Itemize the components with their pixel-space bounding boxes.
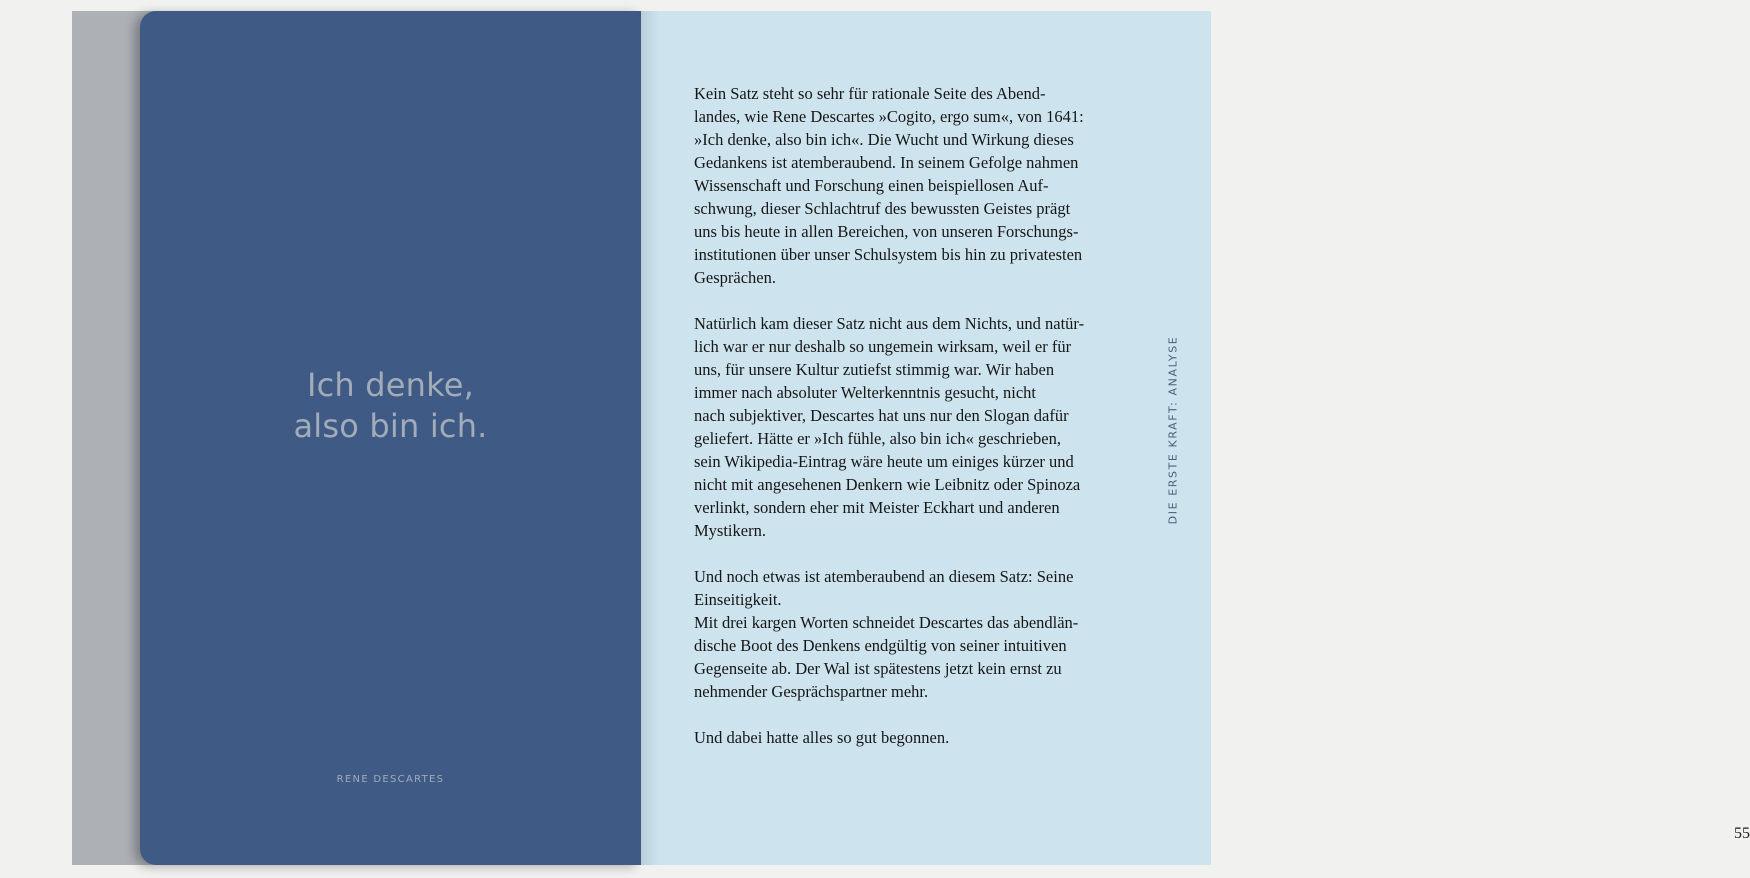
- text-line: immer nach absoluter Welterkenntnis gesucht, nicht: [694, 383, 1037, 402]
- text-line: Gegenseite ab. Der Wal ist spätestens jetzt kein ernst zu: [694, 659, 1062, 678]
- quote-line: also bin ich.: [293, 407, 488, 445]
- running-head-label: DIE ERSTE KRAFT: ANALYSE: [1166, 335, 1180, 525]
- text-line: geliefert. Hätte er »Ich fühle, also bin ich« geschrieben,: [694, 429, 1061, 448]
- text-line: Wissenschaft und Forschung einen beispiellosen Auf-: [694, 176, 1049, 195]
- text-line: Mit drei kargen Worten schneidet Descartes das abendlän-: [694, 613, 1079, 632]
- text-line: Und dabei hatte alles so gut begonnen.: [694, 728, 950, 747]
- text-line: institutionen über unser Schulsystem bis hin zu privatesten: [694, 245, 1083, 264]
- text-line: Und noch etwas ist atemberaubend an diesem Satz: Seine: [694, 567, 1074, 586]
- text-line: »Ich denke, also bin ich«. Die Wucht und Wirkung dieses: [694, 130, 1074, 149]
- right-page: [641, 11, 1750, 865]
- text-line: Mystikern.: [694, 521, 766, 540]
- text-line: Kein Satz steht so sehr für rationale Seite des Abend-: [694, 84, 1046, 103]
- gutter-shadow: [641, 11, 659, 865]
- running-head: [1163, 326, 1183, 534]
- text-line: uns, für unsere Kultur zutiefst stimmig war. Wir haben: [694, 360, 1055, 379]
- book-spread: [72, 11, 1750, 865]
- quote: [140, 365, 641, 447]
- text-line: lich war er nur deshalb so ungemein wirksam, weil er für: [694, 337, 1072, 356]
- text-line: Einseitigkeit.: [694, 590, 782, 609]
- quote-line: Ich denke,: [306, 366, 474, 404]
- text-line: dische Boot des Denkens endgültig von seiner intuitiven: [694, 636, 1067, 655]
- text-line: schwung, dieser Schlachtruf des bewussten Geistes prägt: [694, 199, 1071, 218]
- text-line: uns bis heute in allen Bereichen, von unseren Forschungs-: [694, 222, 1079, 241]
- text-line: nach subjektiver, Descartes hat uns nur den Slogan dafür: [694, 406, 1069, 425]
- body-text: [694, 82, 1144, 749]
- text-line: verlinkt, sondern eher mit Meister Eckhart und anderen: [694, 498, 1060, 517]
- text-line: landes, wie Rene Descartes »Cogito, ergo sum«, von 1641:: [694, 107, 1084, 126]
- text-line: Gesprächen.: [694, 268, 777, 287]
- text-line: Gedankens ist atemberaubend. In seinem Gefolge nahmen: [694, 153, 1079, 172]
- text-line: sein Wikipedia-Eintrag wäre heute um einiges kürzer und: [694, 452, 1074, 471]
- text-line: nehmender Gesprächspartner mehr.: [694, 682, 929, 701]
- text-line: nicht mit angesehenen Denkern wie Leibnitz oder Spinoza: [694, 475, 1081, 494]
- paragraph-gap: [694, 703, 1144, 726]
- quote-author: RENE DESCARTES: [336, 774, 445, 785]
- paragraph-gap: [694, 289, 1144, 312]
- text-line: Natürlich kam dieser Satz nicht aus dem Nichts, und natür-: [694, 314, 1085, 333]
- page-number: 55: [1734, 825, 1750, 842]
- left-page: [140, 11, 641, 865]
- paragraph-gap: [694, 542, 1144, 565]
